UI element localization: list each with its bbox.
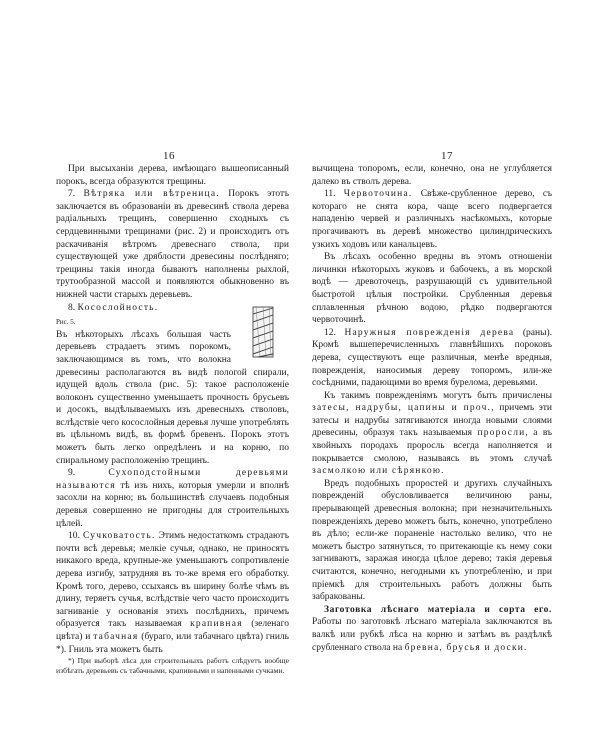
item-number: 9. [68,468,76,479]
figure-5 [237,306,289,358]
paragraph [312,604,552,654]
paragraph-text: , а въ хвойныхъ породахъ проросль всегда наполняется и покрывается смолою, называясь въ этомъ случаѣ [312,428,552,464]
paragraph: При высыханіи дерева, имѣющаго вышеописанный порокъ, всегда образуются трещины. [56,164,289,187]
paragraph: вычищена топоромъ, если, конечно, она не углубляется далеко въ стволъ дерева. [312,164,552,187]
paragraph: Вредъ подобныхъ проростей и другихъ случайныхъ поврежденій обусловливается величиною раны, прерывающей древесныя волокна; при незначительныхъ поврежденіяхъ дерево можетъ быть, конечно, употреблено въ дѣло; если-же пораненіе настолько велико, что не можетъ быстро затянуться, то притекающіе къ нему соки загниваютъ, заражая иногда цѣлое дерево; такія деревья считаются, конечно, негодными къ употребленію, и при пріемкѣ для строительныхъ работъ должны быть забракованы. [312,478,552,603]
item-number: 7. [68,189,76,200]
paragraph-text: (раны). Кромѣ вышеперечисленныхъ главнѣйшихъ пороковъ дерева, существуютъ еще различныя, менѣе вредныя, поврежденія, наносимыя дереву топоромъ, или-же сосѣдними, падающими во время бурелома, деревьями. [312,327,553,389]
item-number: 11. [324,189,336,200]
paragraph-text: Свѣже-срубленное дерево, съ котораго не снята кора, чаще всего подвергается нападенію червей и различныхъ насѣкомыхъ, которые прогачиваютъ въ деревѣ множество цилиндрическихъ узкихъ ходовъ или канальцевъ. [312,189,553,250]
spiral-grain-illustration [250,306,276,358]
item-number: 10. [68,531,80,542]
paragraph-text: Въ нѣкоторыхъ лѣсахъ большая часть деревьевъ страдаетъ этимъ порокомъ, заключающимся въ томъ, что волокна древесины располагаются въ видѣ пологой спирали, идущей вдоль ствола (рис. 5): такое расположеніе волоконъ существенно уменьшаетъ прочность брусьевъ и досокъ, выдѣлываемыхъ изъ древесныхъ стволовъ, вслѣдствіе чего косослойныя деревья лучше употреблять въ цѣльномъ видѣ, въ формѣ бревенъ. Порокъ этотъ можетъ быть легко опредѣленъ и на корню, по спиральному расположенію трещинъ. [56,329,289,466]
footnote: *) При выборѣ лѣса для строительныхъ работъ слѣдуетъ вообще избѣгать деревьевъ съ табачными, крапивными и напенными сучками. [56,656,289,675]
term-heading: Косослойность. [77,302,159,313]
paragraph-text: Этимъ недостаткомъ страдаютъ почти всѣ деревья; мелкіе сучья, однако, не приносятъ никакого вреда, крупные-же уменьшаютъ сопротивленіе дерева изгибу, затрудняя въ то-же время его обработку. Кромѣ того, дерево, ссыхаясь въ ширину болѣе чѣмъ въ длину, теряетъ сучья, вслѣдствіе чего часто происходитъ загниваніе у основанія этихъ послѣднихъ, причемъ образуется такъ называемая [56,531,290,630]
paragraph [312,390,552,478]
paragraph [56,188,289,301]
section-heading: Заготовка лѣснаго матеріала и сорта его. [324,604,552,615]
paragraph [56,530,289,656]
figure-caption: Рис. 5. [56,318,76,327]
term-heading: засмолкою или сѣрянкою. [312,466,445,477]
term-heading: проросли [477,428,526,439]
paragraph: Въ лѣсахъ особенно вредны въ этомъ отношеніи личинки нѣкоторыхъ жуковъ и бабочекъ, а въ морской водѣ — древоточецъ, разрушающій съ удивительной быстротой цѣлыя постройки. Срубленныя деревья сплавленныя рѣчною водою, рѣдко подвергаются червоточинѣ. [312,252,552,326]
page-number-left: 16 [163,150,175,162]
term-heading: затесы, надрубы, цапины и проч., [312,403,495,414]
paragraph-text: (зеленаго цвѣта) и [56,619,290,642]
paragraph-text: тѣ изъ нихъ, которыя умерли и вполнѣ засохли на корню; въ большинствѣ случаевъ подобныя деревья совершенно не пригодны для строительныхъ цѣлей. [56,480,289,529]
right-page-text [312,163,552,654]
paragraph-text: Къ такимъ поврежденіямъ могутъ быть причислены [324,390,552,401]
paragraph-text: (бураго, или табачнаго цвѣта) гниль *). Гниль эта можетъ быть [56,631,289,655]
paragraph [56,467,289,530]
term-heading: Сухоподстойными деревьями называются [56,468,290,491]
paragraph-text: Работы по заготовкѣ лѣснаго матеріала заключаются въ валкѣ или рубкѣ лѣса на корню и затѣмъ въ раздѣлкѣ срубленнаго ствола на [312,617,552,653]
page-number-right: 17 [441,150,453,162]
paragraph-text: Порокъ этотъ заключается въ образованіи въ древесинѣ ствола дерева радіальныхъ трещинъ, совершенно сходныхъ съ сердцевинными трещинами (рис. 2) и происходитъ отъ раскачиванія вѣтромъ древеснаго ствола, при существующей уже дряблости древесины послѣдняго; трещины такія иногда бываютъ наполнены рыхлой, трутообразной массой и появляются обыкновенно въ нижней части старыхъ деревьевъ. [56,189,290,300]
term-heading: Вѣтряка или вѣтреница. [83,189,220,200]
term-heading: Сучковатость. [82,531,156,542]
item-number: 12. [324,327,336,338]
item-number: 8. [68,302,76,313]
paragraph [312,188,552,251]
term-heading: крапивная [190,619,243,630]
term-heading: табачная [93,631,139,642]
paragraph [312,327,552,390]
term-heading: бревна, брусья и доски. [404,642,528,653]
paragraph-text: причемъ эти затесы и надрубы затягиваются иногда новыми слоями древесины, образуя такъ называемыя [312,403,553,439]
term-heading: Червоточина. [343,189,413,200]
term-heading: Наружныя поврежденія дерева [344,327,515,338]
left-page-text [56,163,289,675]
paragraph [56,302,289,315]
